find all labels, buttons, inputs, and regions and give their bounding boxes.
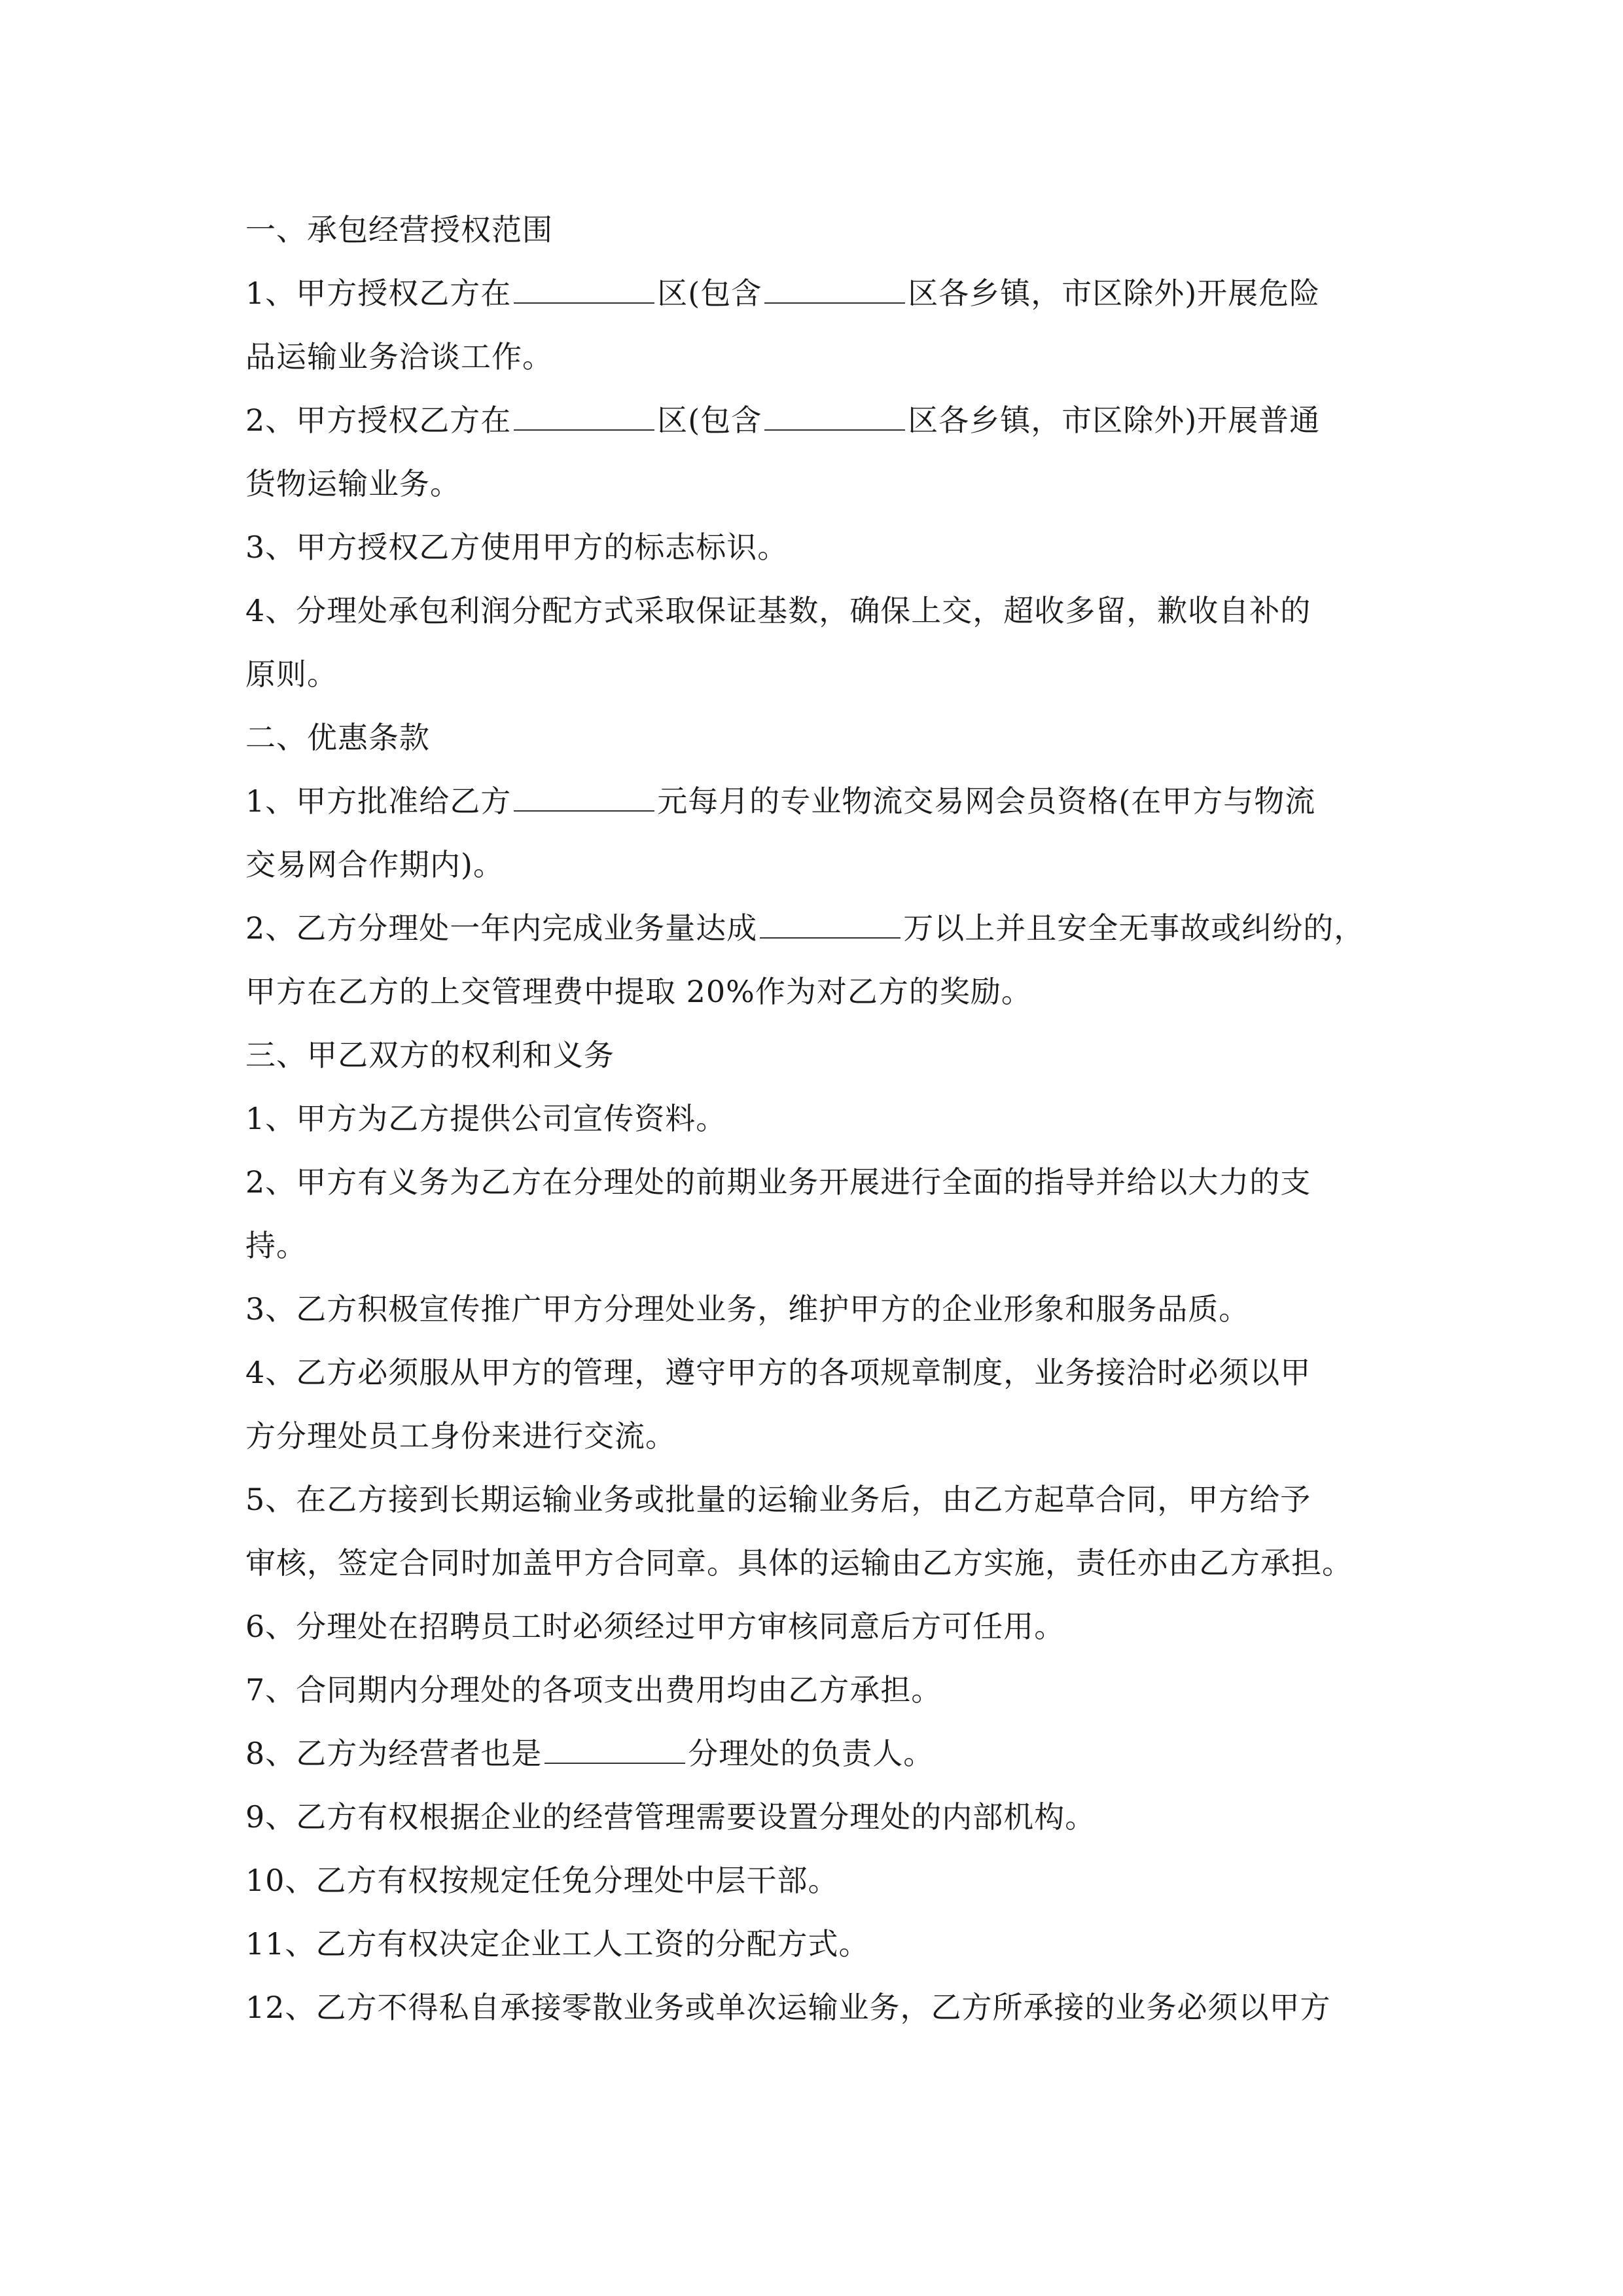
clause-line: 10、乙方有权按规定任免分理处中层干部。 bbox=[245, 1863, 839, 1898]
section-heading-2: 二、优惠条款 bbox=[245, 720, 430, 755]
clause-line: 3、乙方积极宣传推广甲方分理处业务，维护甲方的企业形象和服务品质。 bbox=[245, 1291, 1250, 1327]
fill-in-blank[interactable] bbox=[514, 783, 654, 812]
clause-line: 11、乙方有权决定企业工人工资的分配方式。 bbox=[245, 1926, 870, 1962]
clause-line: 9、乙方有权根据企业的经营管理需要设置分理处的内部机构。 bbox=[245, 1799, 1096, 1835]
clause-line: 7、合同期内分理处的各项支出费用均由乙方承担。 bbox=[245, 1672, 942, 1708]
clause-line: 12、乙方不得私自承接零散业务或单次运输业务，乙方所承接的业务必须以甲方 bbox=[245, 1990, 1331, 2025]
clause-line: 4、乙方必须服从甲方的管理，遵守甲方的各项规章制度，业务接洽时必须以甲 bbox=[245, 1355, 1311, 1390]
fill-in-blank[interactable] bbox=[764, 402, 905, 431]
clause-line: 6、分理处在招聘员工时必须经过甲方审核同意后方可任用。 bbox=[245, 1609, 1065, 1644]
clause-line: 审核，签定合同时加盖甲方合同章。具体的运输由乙方实施，责任亦由乙方承担。 bbox=[245, 1545, 1353, 1581]
clause-line: 2、甲方授权乙方在 区(包含 区各乡镇，市区除外)开展普通 bbox=[245, 403, 1321, 438]
clause-line: 持。 bbox=[245, 1228, 307, 1263]
clause-line: 原则。 bbox=[245, 656, 338, 692]
section-heading-3: 三、甲乙双方的权利和义务 bbox=[245, 1037, 615, 1073]
clause-line: 甲方在乙方的上交管理费中提取 20%作为对乙方的奖励。 bbox=[245, 974, 1032, 1009]
clause-line: 2、乙方分理处一年内完成业务量达成 万以上并且安全无事故或纠纷的， bbox=[245, 910, 1365, 946]
clause-line: 交易网合作期内)。 bbox=[245, 847, 504, 882]
clause-line: 5、在乙方接到长期运输业务或批量的运输业务后，由乙方起草合同，甲方给予 bbox=[245, 1482, 1311, 1517]
clause-line: 1、甲方授权乙方在 区(包含 区各乡镇，市区除外)开展危险 bbox=[245, 276, 1321, 311]
clause-line: 2、甲方有义务为乙方在分理处的前期业务开展进行全面的指导并给以大力的支 bbox=[245, 1164, 1311, 1200]
clause-line: 8、乙方为经营者也是 分理处的负责人。 bbox=[245, 1736, 935, 1771]
fill-in-blank[interactable] bbox=[760, 910, 901, 939]
fill-in-blank[interactable] bbox=[514, 275, 654, 304]
clause-line: 货物运输业务。 bbox=[245, 466, 461, 501]
fill-in-blank[interactable] bbox=[764, 275, 905, 304]
clause-line: 方分理处员工身份来进行交流。 bbox=[245, 1418, 676, 1454]
clause-line: 3、甲方授权乙方使用甲方的标志标识。 bbox=[245, 529, 789, 565]
section-heading-1: 一、承包经营授权范围 bbox=[245, 212, 553, 247]
clause-line: 1、甲方为乙方提供公司宣传资料。 bbox=[245, 1101, 727, 1136]
clause-line: 品运输业务洽谈工作。 bbox=[245, 339, 553, 374]
fill-in-blank[interactable] bbox=[514, 402, 654, 431]
fill-in-blank[interactable] bbox=[544, 1735, 685, 1764]
clause-line: 4、分理处承包利润分配方式采取保证基数，确保上交，超收多留，歉收自补的 bbox=[245, 593, 1311, 628]
clause-line: 1、甲方批准给乙方 元每月的专业物流交易网会员资格(在甲方与物流 bbox=[245, 783, 1316, 819]
